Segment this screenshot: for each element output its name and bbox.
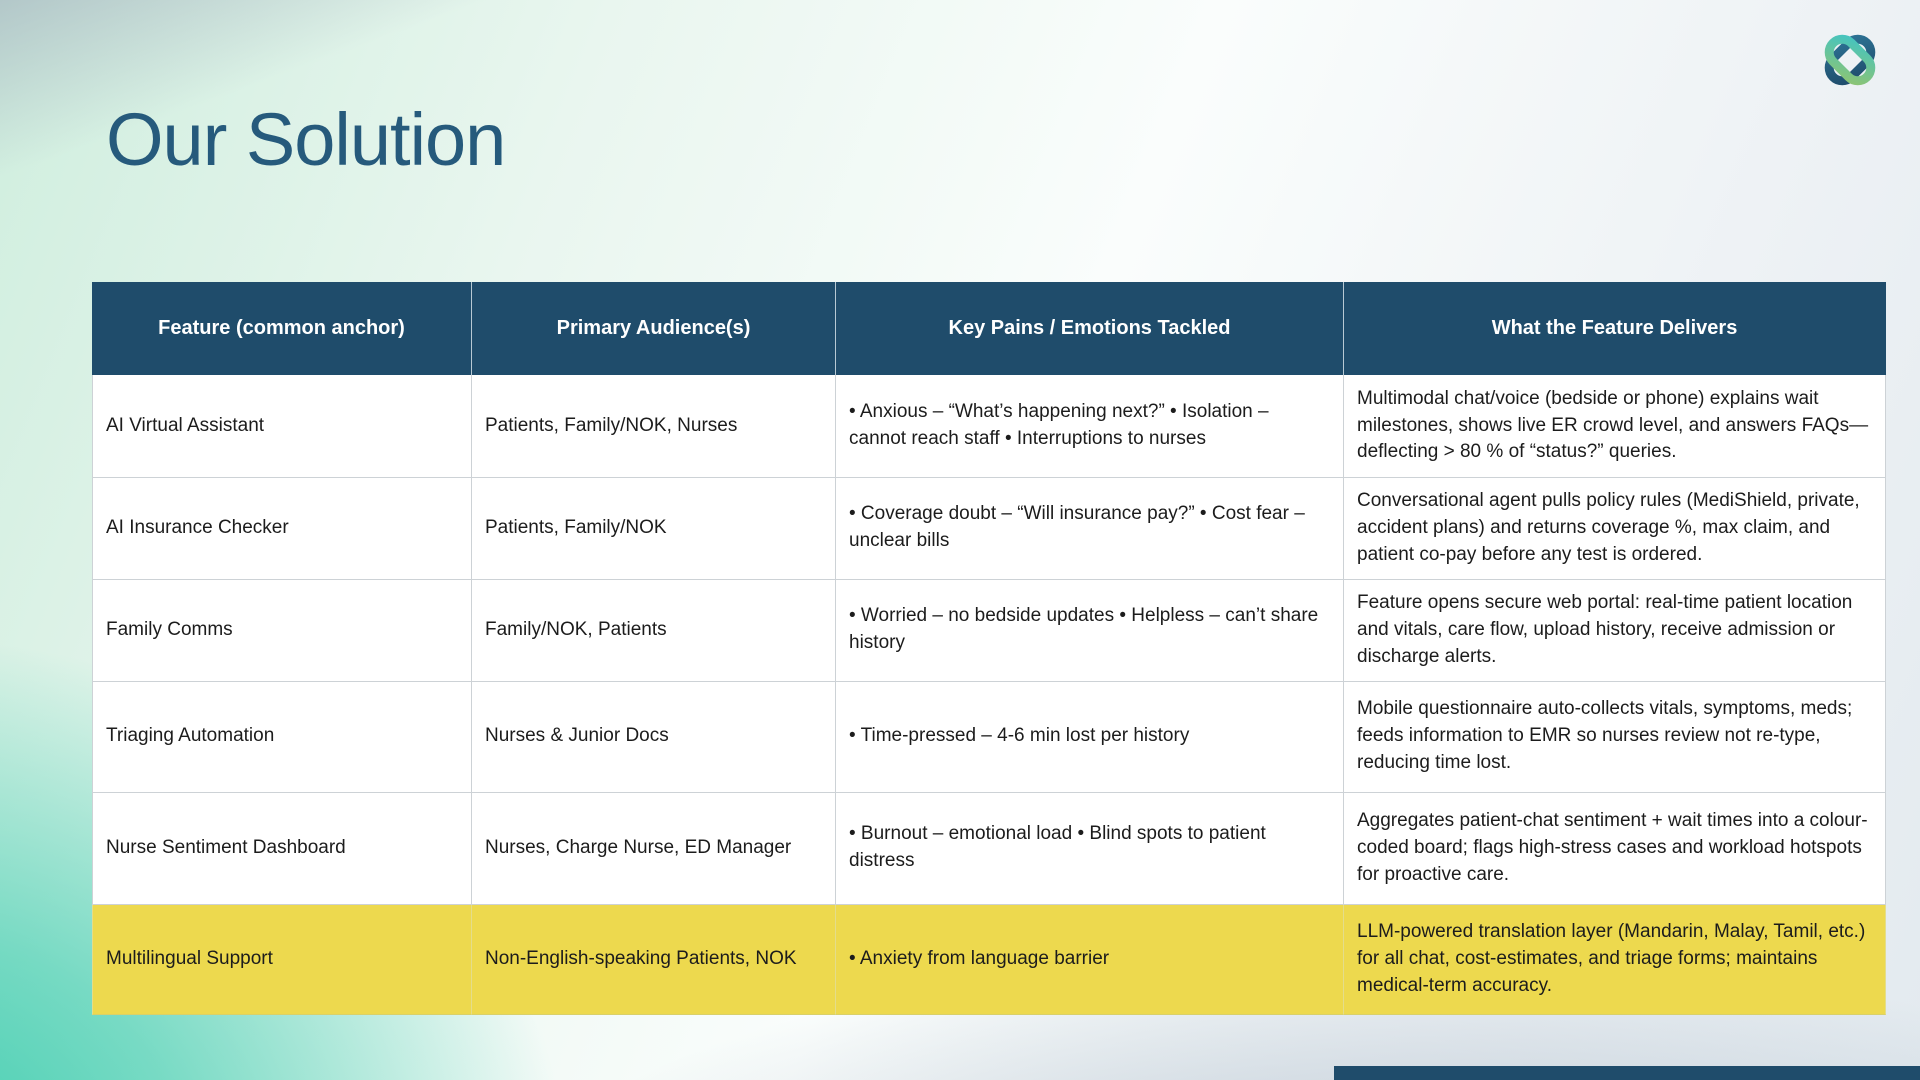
cell-feature: AI Virtual Assistant <box>92 375 472 478</box>
cell-pains: • Burnout – emotional load • Blind spots to patient distress <box>836 793 1344 905</box>
cell-pains: • Worried – no bedside updates • Helpless – can’t share history <box>836 580 1344 682</box>
cell-feature: AI Insurance Checker <box>92 478 472 580</box>
brand-logo-icon <box>1820 26 1880 94</box>
cell-audience: Patients, Family/NOK <box>472 478 836 580</box>
table-row <box>92 682 1886 793</box>
cell-delivers: Feature opens secure web portal: real-time patient location and vitals, care flow, upload history, receive admission or discharge alerts. <box>1344 580 1886 682</box>
cell-delivers: Aggregates patient-chat sentiment + wait times into a colour-coded board; flags high-stress cases and workload hotspots for proactive care. <box>1344 793 1886 905</box>
cell-delivers: Multimodal chat/voice (bedside or phone) explains wait milestones, shows live ER crowd level, and answers FAQs—deflecting > 80 % of “status?” queries. <box>1344 375 1886 478</box>
column-header-delivers: What the Feature Delivers <box>1344 282 1886 375</box>
cell-feature: Family Comms <box>92 580 472 682</box>
cell-delivers: LLM-powered translation layer (Mandarin, Malay, Tamil, etc.) for all chat, cost-estimates, and triage forms; maintains medical-term accuracy. <box>1344 905 1886 1015</box>
cell-feature: Nurse Sentiment Dashboard <box>92 793 472 905</box>
cell-audience: Nurses & Junior Docs <box>472 682 836 793</box>
cell-pains: • Anxious – “What’s happening next?” • Isolation – cannot reach staff • Interruptions to nurses <box>836 375 1344 478</box>
table-row-highlighted <box>92 905 1886 1015</box>
slide-title: Our Solution <box>106 98 506 181</box>
cell-audience: Nurses, Charge Nurse, ED Manager <box>472 793 836 905</box>
column-header-feature: Feature (common anchor) <box>92 282 472 375</box>
cell-feature: Triaging Automation <box>92 682 472 793</box>
table-row <box>92 478 1886 580</box>
cell-pains: • Time-pressed – 4-6 min lost per history <box>836 682 1344 793</box>
cell-pains: • Anxiety from language barrier <box>836 905 1344 1015</box>
column-header-audience: Primary Audience(s) <box>472 282 836 375</box>
table-row <box>92 793 1886 905</box>
cell-delivers: Mobile questionnaire auto-collects vitals, symptoms, meds; feeds information to EMR so nurses review not re-type, reducing time lost. <box>1344 682 1886 793</box>
column-header-pains: Key Pains / Emotions Tackled <box>836 282 1344 375</box>
cell-audience: Family/NOK, Patients <box>472 580 836 682</box>
cell-delivers: Conversational agent pulls policy rules (MediShield, private, accident plans) and returns coverage %, max claim, and patient co-pay before any test is ordered. <box>1344 478 1886 580</box>
bottom-accent-bar <box>1334 1066 1920 1080</box>
cell-audience: Non-English-speaking Patients, NOK <box>472 905 836 1015</box>
table-header-row <box>92 282 1886 375</box>
cell-feature: Multilingual Support <box>92 905 472 1015</box>
cell-pains: • Coverage doubt – “Will insurance pay?” • Cost fear – unclear bills <box>836 478 1344 580</box>
solution-feature-table <box>92 282 1886 1015</box>
table-row <box>92 580 1886 682</box>
table-row <box>92 375 1886 478</box>
cell-audience: Patients, Family/NOK, Nurses <box>472 375 836 478</box>
